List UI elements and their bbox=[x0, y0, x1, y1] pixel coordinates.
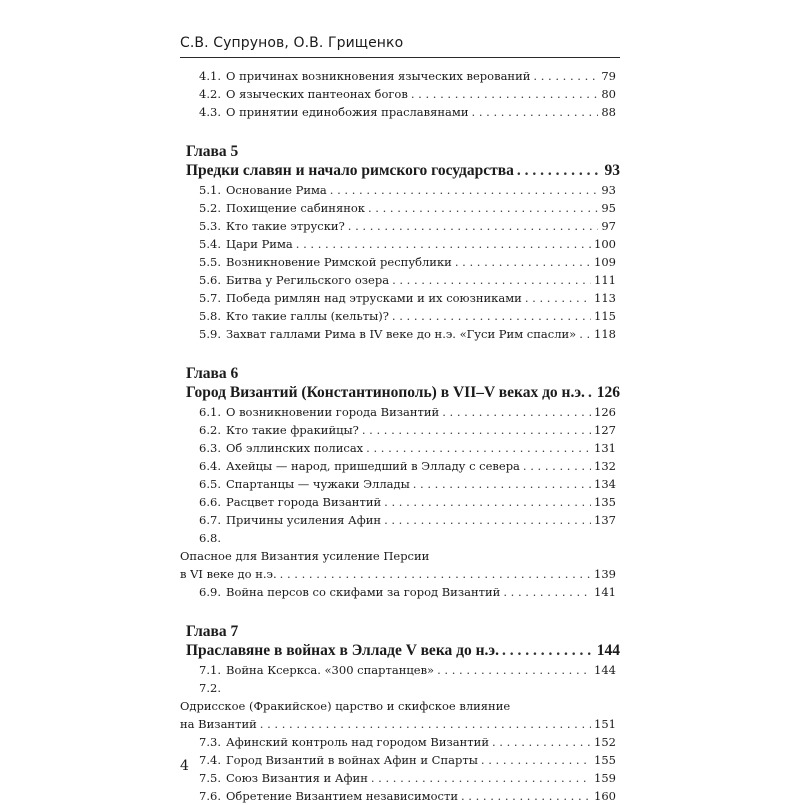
entry-title: Обретение Византием независимости bbox=[226, 789, 458, 803]
chapter-page: 144 bbox=[596, 642, 620, 659]
dot-leader bbox=[523, 457, 591, 475]
dot-leader bbox=[517, 161, 602, 180]
entry-page: 155 bbox=[594, 753, 616, 767]
entry-title: Кто такие галлы (кельты)? bbox=[226, 309, 389, 323]
dot-leader bbox=[492, 733, 591, 751]
entry-title: Кто такие фракийцы? bbox=[226, 423, 359, 437]
entry-title-continuation bbox=[180, 565, 620, 583]
entry-title: Возникновение Римской республики bbox=[226, 255, 452, 269]
dot-leader bbox=[533, 67, 598, 85]
entry-title: Союз Византия и Афин bbox=[226, 771, 368, 785]
toc-entry[interactable] bbox=[180, 583, 620, 601]
dot-leader bbox=[442, 403, 591, 421]
entry-title: Ахейцы — народ, пришедший в Элладу с севера bbox=[226, 459, 520, 473]
dot-leader bbox=[525, 289, 591, 307]
chapter-label: Глава 6 bbox=[186, 365, 239, 382]
entry-title: Город Византий в войнах Афин и Спарты bbox=[226, 753, 478, 767]
entry-title: О возникновении города Византий bbox=[226, 405, 440, 419]
chapter-page: 126 bbox=[596, 384, 620, 401]
entry-title: Расцвет города Византий bbox=[226, 495, 382, 509]
chapter-title: Предки славян и начало римского государства bbox=[186, 162, 514, 179]
entry-number: 5.3. bbox=[199, 219, 221, 233]
toc-entry[interactable] bbox=[180, 325, 620, 343]
entry-page: 97 bbox=[601, 219, 616, 233]
toc-entry[interactable] bbox=[180, 493, 620, 511]
chapter-title: Город Византий (Константинополь) в VII–V веках до н.э. bbox=[186, 384, 585, 401]
dot-leader bbox=[260, 715, 591, 733]
dot-leader bbox=[384, 511, 591, 529]
dot-leader bbox=[437, 661, 591, 679]
toc-entry[interactable] bbox=[180, 307, 620, 325]
dot-leader bbox=[411, 85, 599, 103]
entry-page: 144 bbox=[594, 663, 616, 677]
entry-number: 7.3. bbox=[199, 735, 221, 749]
entry-page: 135 bbox=[594, 495, 616, 509]
chapter-title: Праславяне в войнах в Элладе V века до н.э. bbox=[186, 642, 499, 659]
entry-title: Битва у Регильского озера bbox=[226, 273, 390, 287]
entry-number: 5.1. bbox=[199, 183, 221, 197]
toc-entry[interactable] bbox=[180, 679, 620, 733]
toc-entry[interactable] bbox=[180, 85, 620, 103]
entry-title: Победа римлян над этрусками и их союзниками bbox=[226, 291, 522, 305]
toc-entry[interactable] bbox=[180, 769, 620, 787]
entry-title-continuation bbox=[180, 715, 620, 733]
dot-leader bbox=[503, 583, 591, 601]
entry-page: 139 bbox=[594, 567, 616, 581]
entry-page: 134 bbox=[594, 477, 616, 491]
entry-page: 137 bbox=[594, 513, 616, 527]
entry-page: 115 bbox=[594, 309, 616, 323]
entry-number: 6.5. bbox=[199, 477, 221, 491]
entry-page: 132 bbox=[594, 459, 616, 473]
entry-number: 5.7. bbox=[199, 291, 221, 305]
entry-title: О причинах возникновения языческих верований bbox=[226, 69, 531, 83]
entry-page: 88 bbox=[601, 105, 616, 119]
entry-page: 126 bbox=[594, 405, 616, 419]
toc-entry[interactable] bbox=[180, 217, 620, 235]
toc-entry[interactable] bbox=[180, 751, 620, 769]
chapter-title-entry[interactable] bbox=[180, 641, 620, 660]
toc-entry[interactable] bbox=[180, 103, 620, 121]
dot-leader bbox=[579, 325, 591, 343]
toc-entry[interactable] bbox=[180, 511, 620, 529]
header-rule bbox=[180, 57, 620, 58]
dot-leader bbox=[588, 383, 594, 402]
running-head-authors: С.В. Супрунов, О.В. Грищенко bbox=[180, 35, 404, 51]
chapter-title-entry[interactable] bbox=[180, 383, 620, 402]
entry-number: 7.4. bbox=[199, 753, 221, 767]
entry-number: 7.1. bbox=[199, 663, 221, 677]
toc-entry[interactable] bbox=[180, 199, 620, 217]
entry-number: 7.2. bbox=[199, 681, 221, 695]
entry-title: Война Ксеркса. «300 спартанцев» bbox=[226, 663, 435, 677]
dot-leader bbox=[371, 769, 591, 787]
entry-title: О языческих пантеонах богов bbox=[226, 87, 408, 101]
entry-number: 4.1. bbox=[199, 69, 221, 83]
dot-leader bbox=[330, 181, 599, 199]
chapter-label: Глава 7 bbox=[186, 623, 239, 640]
entry-number: 7.6. bbox=[199, 789, 221, 803]
entry-title-block bbox=[180, 547, 620, 583]
entry-title: Спартанцы — чужаки Эллады bbox=[226, 477, 410, 491]
entry-number: 7.5. bbox=[199, 771, 221, 785]
dot-leader bbox=[392, 271, 591, 289]
entry-page: 118 bbox=[594, 327, 616, 341]
entry-page: 127 bbox=[594, 423, 616, 437]
dot-leader bbox=[348, 217, 599, 235]
entry-title: Об эллинских полисах bbox=[226, 441, 364, 455]
entry-number: 6.7. bbox=[199, 513, 221, 527]
toc-entry[interactable] bbox=[180, 289, 620, 307]
entry-title: О принятии единобожия праславянами bbox=[226, 105, 469, 119]
entry-number: 4.3. bbox=[199, 105, 221, 119]
entry-title: Захват галлами Рима в IV веке до н.э. «Гуси Рим спасли» bbox=[226, 327, 577, 341]
chapter-page: 93 bbox=[604, 162, 620, 179]
chapter-title-entry[interactable] bbox=[180, 161, 620, 180]
entry-title: Похищение сабинянок bbox=[226, 201, 365, 215]
toc-entry[interactable] bbox=[180, 271, 620, 289]
dot-leader bbox=[296, 235, 591, 253]
toc-entry[interactable] bbox=[180, 421, 620, 439]
entry-number: 5.4. bbox=[199, 237, 221, 251]
entry-title-block bbox=[180, 697, 620, 733]
toc-entry[interactable] bbox=[180, 253, 620, 271]
chapter-7 bbox=[180, 622, 620, 805]
entry-title: Одрисское (Фракийское) царство и скифское влияние bbox=[180, 699, 511, 713]
dot-leader bbox=[472, 103, 599, 121]
entry-title-line2: в VI веке до н.э. bbox=[180, 567, 277, 581]
dot-leader bbox=[280, 565, 591, 583]
entry-page: 100 bbox=[594, 237, 616, 251]
toc-entry[interactable] bbox=[180, 403, 620, 421]
entry-number: 6.9. bbox=[199, 585, 221, 599]
entry-number: 6.3. bbox=[199, 441, 221, 455]
entry-title: Опасное для Византия усиление Персии bbox=[180, 549, 430, 563]
entry-number: 5.2. bbox=[199, 201, 221, 215]
entry-page: 151 bbox=[594, 717, 616, 731]
entry-number: 6.6. bbox=[199, 495, 221, 509]
dot-leader bbox=[481, 751, 591, 769]
toc-entry[interactable] bbox=[180, 733, 620, 751]
entry-page: 109 bbox=[594, 255, 616, 269]
entry-title: Война персов со скифами за город Византий bbox=[226, 585, 501, 599]
toc-entry[interactable] bbox=[180, 475, 620, 493]
dot-leader bbox=[502, 641, 594, 660]
toc-entry[interactable] bbox=[180, 439, 620, 457]
toc-entry[interactable] bbox=[180, 181, 620, 199]
dot-leader bbox=[413, 475, 591, 493]
entry-title: Цари Рима bbox=[226, 237, 293, 251]
entry-page: 79 bbox=[601, 69, 616, 83]
chapter-6 bbox=[180, 364, 620, 601]
entry-page: 111 bbox=[594, 273, 616, 287]
entry-number: 4.2. bbox=[199, 87, 221, 101]
dot-leader bbox=[392, 307, 591, 325]
entry-page: 95 bbox=[601, 201, 616, 215]
toc-entry[interactable] bbox=[180, 235, 620, 253]
table-of-contents bbox=[180, 67, 620, 805]
entry-title-line2: на Византий bbox=[180, 717, 257, 731]
entry-page: 80 bbox=[601, 87, 616, 101]
entry-number: 5.8. bbox=[199, 309, 221, 323]
toc-continuation bbox=[180, 67, 620, 121]
dot-leader bbox=[455, 253, 591, 271]
entry-number: 5.6. bbox=[199, 273, 221, 287]
entry-page: 159 bbox=[594, 771, 616, 785]
entry-number: 5.9. bbox=[199, 327, 221, 341]
entry-page: 113 bbox=[594, 291, 616, 305]
toc-entry[interactable] bbox=[180, 457, 620, 475]
entry-title: Причины усиления Афин bbox=[226, 513, 382, 527]
entry-title: Афинский контроль над городом Византий bbox=[226, 735, 489, 749]
dot-leader bbox=[362, 421, 591, 439]
chapter-label: Глава 5 bbox=[186, 143, 239, 160]
entry-page: 93 bbox=[601, 183, 616, 197]
toc-entry[interactable] bbox=[180, 529, 620, 583]
chapter-5 bbox=[180, 142, 620, 343]
toc-entry[interactable] bbox=[180, 787, 620, 805]
entry-number: 6.1. bbox=[199, 405, 221, 419]
toc-entry[interactable] bbox=[180, 661, 620, 679]
toc-entry[interactable] bbox=[180, 67, 620, 85]
dot-leader bbox=[384, 493, 591, 511]
dot-leader bbox=[461, 787, 591, 805]
entry-number: 5.5. bbox=[199, 255, 221, 269]
entry-page: 141 bbox=[594, 585, 616, 599]
entry-page: 160 bbox=[594, 789, 616, 803]
page-number: 4 bbox=[180, 758, 189, 774]
entry-page: 152 bbox=[594, 735, 616, 749]
entry-page: 131 bbox=[594, 441, 616, 455]
entry-number: 6.2. bbox=[199, 423, 221, 437]
entry-title: Кто такие этруски? bbox=[226, 219, 345, 233]
dot-leader bbox=[366, 439, 591, 457]
entry-number: 6.8. bbox=[199, 531, 221, 545]
entry-number: 6.4. bbox=[199, 459, 221, 473]
entry-title: Основание Рима bbox=[226, 183, 327, 197]
dot-leader bbox=[368, 199, 598, 217]
